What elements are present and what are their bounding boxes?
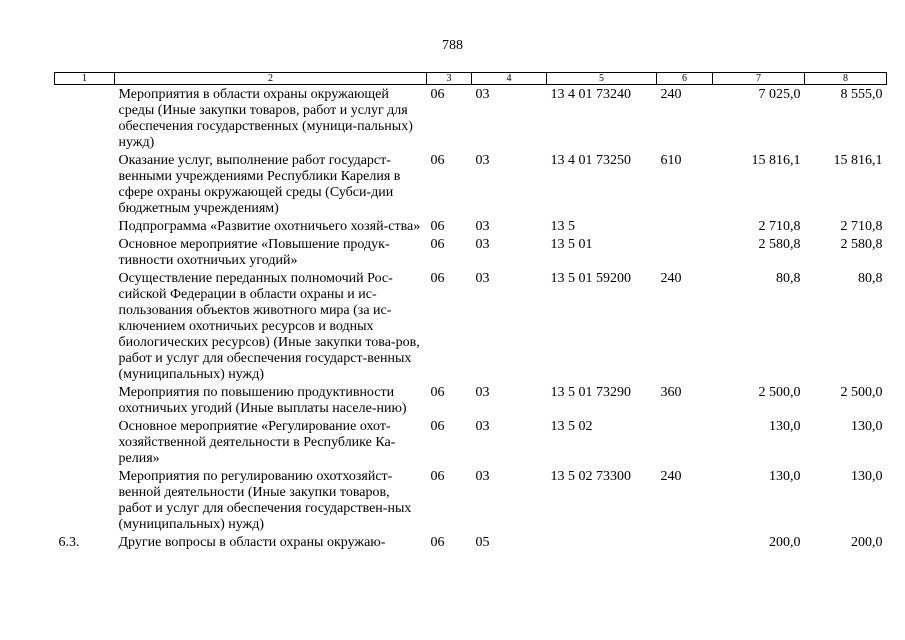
- row-amount-2: 15 816,1: [833, 153, 883, 168]
- row-amount-2: 2 580,8: [840, 237, 883, 252]
- row-amount-1: 7 025,0: [758, 87, 801, 102]
- row-subsection-code: 03: [475, 153, 490, 168]
- row-number: [55, 383, 115, 417]
- row-expense-type-code: 360: [660, 385, 682, 400]
- table-row: [55, 533, 887, 551]
- row-section-code: 06: [430, 469, 445, 484]
- row-target-article-code: [547, 533, 657, 551]
- table-row: [55, 85, 887, 152]
- row-section-code: 06: [430, 237, 445, 252]
- row-number: [55, 269, 115, 383]
- row-section-code: 06: [430, 419, 445, 434]
- row-target-article-code: 13 5 02 73300: [550, 469, 631, 484]
- table-row: [55, 417, 887, 467]
- row-amount-2: 130,0: [851, 419, 883, 434]
- row-target-article-code: 13 5 01: [550, 237, 593, 252]
- row-name: Мероприятия по регулированию охотхозяйст-венной деятельности (Иные закупки товаров, работ и услуг для обеспечения государствен-ных (муниципальных) нужд): [118, 469, 412, 532]
- row-number: [55, 235, 115, 269]
- column-header-4: 4: [472, 73, 547, 85]
- row-amount-2: 80,8: [858, 271, 883, 286]
- row-name: Подпрограмма «Развитие охотничьего хозяй-ства»: [118, 219, 421, 234]
- row-expense-type-code: 240: [660, 469, 682, 484]
- row-target-article-code: 13 5 01 59200: [550, 271, 631, 286]
- row-subsection-code: 03: [475, 219, 490, 234]
- table-row: [55, 269, 887, 383]
- row-amount-1: 200,0: [769, 535, 801, 550]
- row-expense-type-code: [657, 417, 713, 467]
- column-header-6: 6: [657, 73, 713, 85]
- row-target-article-code: 13 4 01 73250: [550, 153, 631, 168]
- column-header-8: 8: [805, 73, 887, 85]
- row-target-article-code: 13 5 02: [550, 419, 593, 434]
- row-amount-2: 2 500,0: [840, 385, 883, 400]
- row-expense-type-code: 610: [660, 153, 682, 168]
- row-subsection-code: 03: [475, 237, 490, 252]
- row-number: [55, 417, 115, 467]
- row-amount-1: 130,0: [769, 419, 801, 434]
- column-header-7: 7: [713, 73, 805, 85]
- table-row: [55, 467, 887, 533]
- row-number: [55, 151, 115, 217]
- row-subsection-code: 03: [475, 87, 490, 102]
- row-subsection-code: 03: [475, 385, 490, 400]
- row-subsection-code: 05: [475, 535, 490, 550]
- row-amount-2: 8 555,0: [840, 87, 883, 102]
- row-amount-1: 2 500,0: [758, 385, 801, 400]
- row-section-code: 06: [430, 271, 445, 286]
- table-row: [55, 151, 887, 217]
- row-expense-type-code: 240: [660, 271, 682, 286]
- row-expense-type-code: [657, 533, 713, 551]
- row-target-article-code: 13 4 01 73240: [550, 87, 631, 102]
- budget-table: [54, 72, 887, 551]
- column-header-2: 2: [115, 73, 427, 85]
- row-section-code: 06: [430, 535, 445, 550]
- row-section-code: 06: [430, 219, 445, 234]
- row-name: Другие вопросы в области охраны окружаю-: [118, 535, 386, 550]
- row-number: [55, 467, 115, 533]
- row-number: 6.3.: [58, 535, 80, 550]
- row-expense-type-code: [657, 235, 713, 269]
- row-subsection-code: 03: [475, 271, 490, 286]
- row-number: [55, 85, 115, 152]
- row-section-code: 06: [430, 153, 445, 168]
- row-expense-type-code: 240: [660, 87, 682, 102]
- table-row: [55, 383, 887, 417]
- row-amount-1: 130,0: [769, 469, 801, 484]
- row-target-article-code: 13 5 01 73290: [550, 385, 631, 400]
- row-name: Мероприятия по повышению продуктивности охотничьих угодий (Иные выплаты населе-нию): [118, 385, 407, 416]
- page-number: 788: [442, 38, 463, 53]
- row-section-code: 06: [430, 87, 445, 102]
- row-expense-type-code: [657, 217, 713, 235]
- row-amount-1: 15 816,1: [751, 153, 801, 168]
- row-name: Основное мероприятие «Регулирование охот-хозяйственной деятельности в Республике Ка-релия»: [118, 419, 396, 466]
- row-amount-2: 130,0: [851, 469, 883, 484]
- row-section-code: 06: [430, 385, 445, 400]
- row-name: Мероприятия в области охраны окружающей среды (Иные закупки товаров, работ и услуг для обеспечения государственных (муници-пальных) нужд): [118, 87, 413, 150]
- row-amount-2: 200,0: [851, 535, 883, 550]
- row-amount-1: 2 710,8: [758, 219, 801, 234]
- row-subsection-code: 03: [475, 469, 490, 484]
- column-header-5: 5: [547, 73, 657, 85]
- row-amount-1: 80,8: [776, 271, 801, 286]
- row-subsection-code: 03: [475, 419, 490, 434]
- column-number-header-row: [55, 73, 887, 85]
- row-name: Основное мероприятие «Повышение продук-тивности охотничьих угодий»: [118, 237, 390, 268]
- row-amount-1: 2 580,8: [758, 237, 801, 252]
- column-header-3: 3: [427, 73, 472, 85]
- row-target-article-code: 13 5: [550, 219, 575, 234]
- row-name: Оказание услуг, выполнение работ государст-венными учреждениями Республики Карелия в сфере охраны окружающей среды (Субси-дии бюджетным учреждениям): [118, 153, 401, 216]
- column-header-1: 1: [55, 73, 115, 85]
- table-row: [55, 235, 887, 269]
- row-name: Осуществление переданных полномочий Рос-сийской Федерации в области охраны и ис-пользования объектов животного мира (за ис-ключением охотничьих ресурсов и водных биологических ресурсов) (Иные закупки това-ров, работ и услуг для обеспечения государст-венных (муниципальных) нужд): [118, 271, 420, 382]
- row-amount-2: 2 710,8: [840, 219, 883, 234]
- table-row: [55, 217, 887, 235]
- row-number: [55, 217, 115, 235]
